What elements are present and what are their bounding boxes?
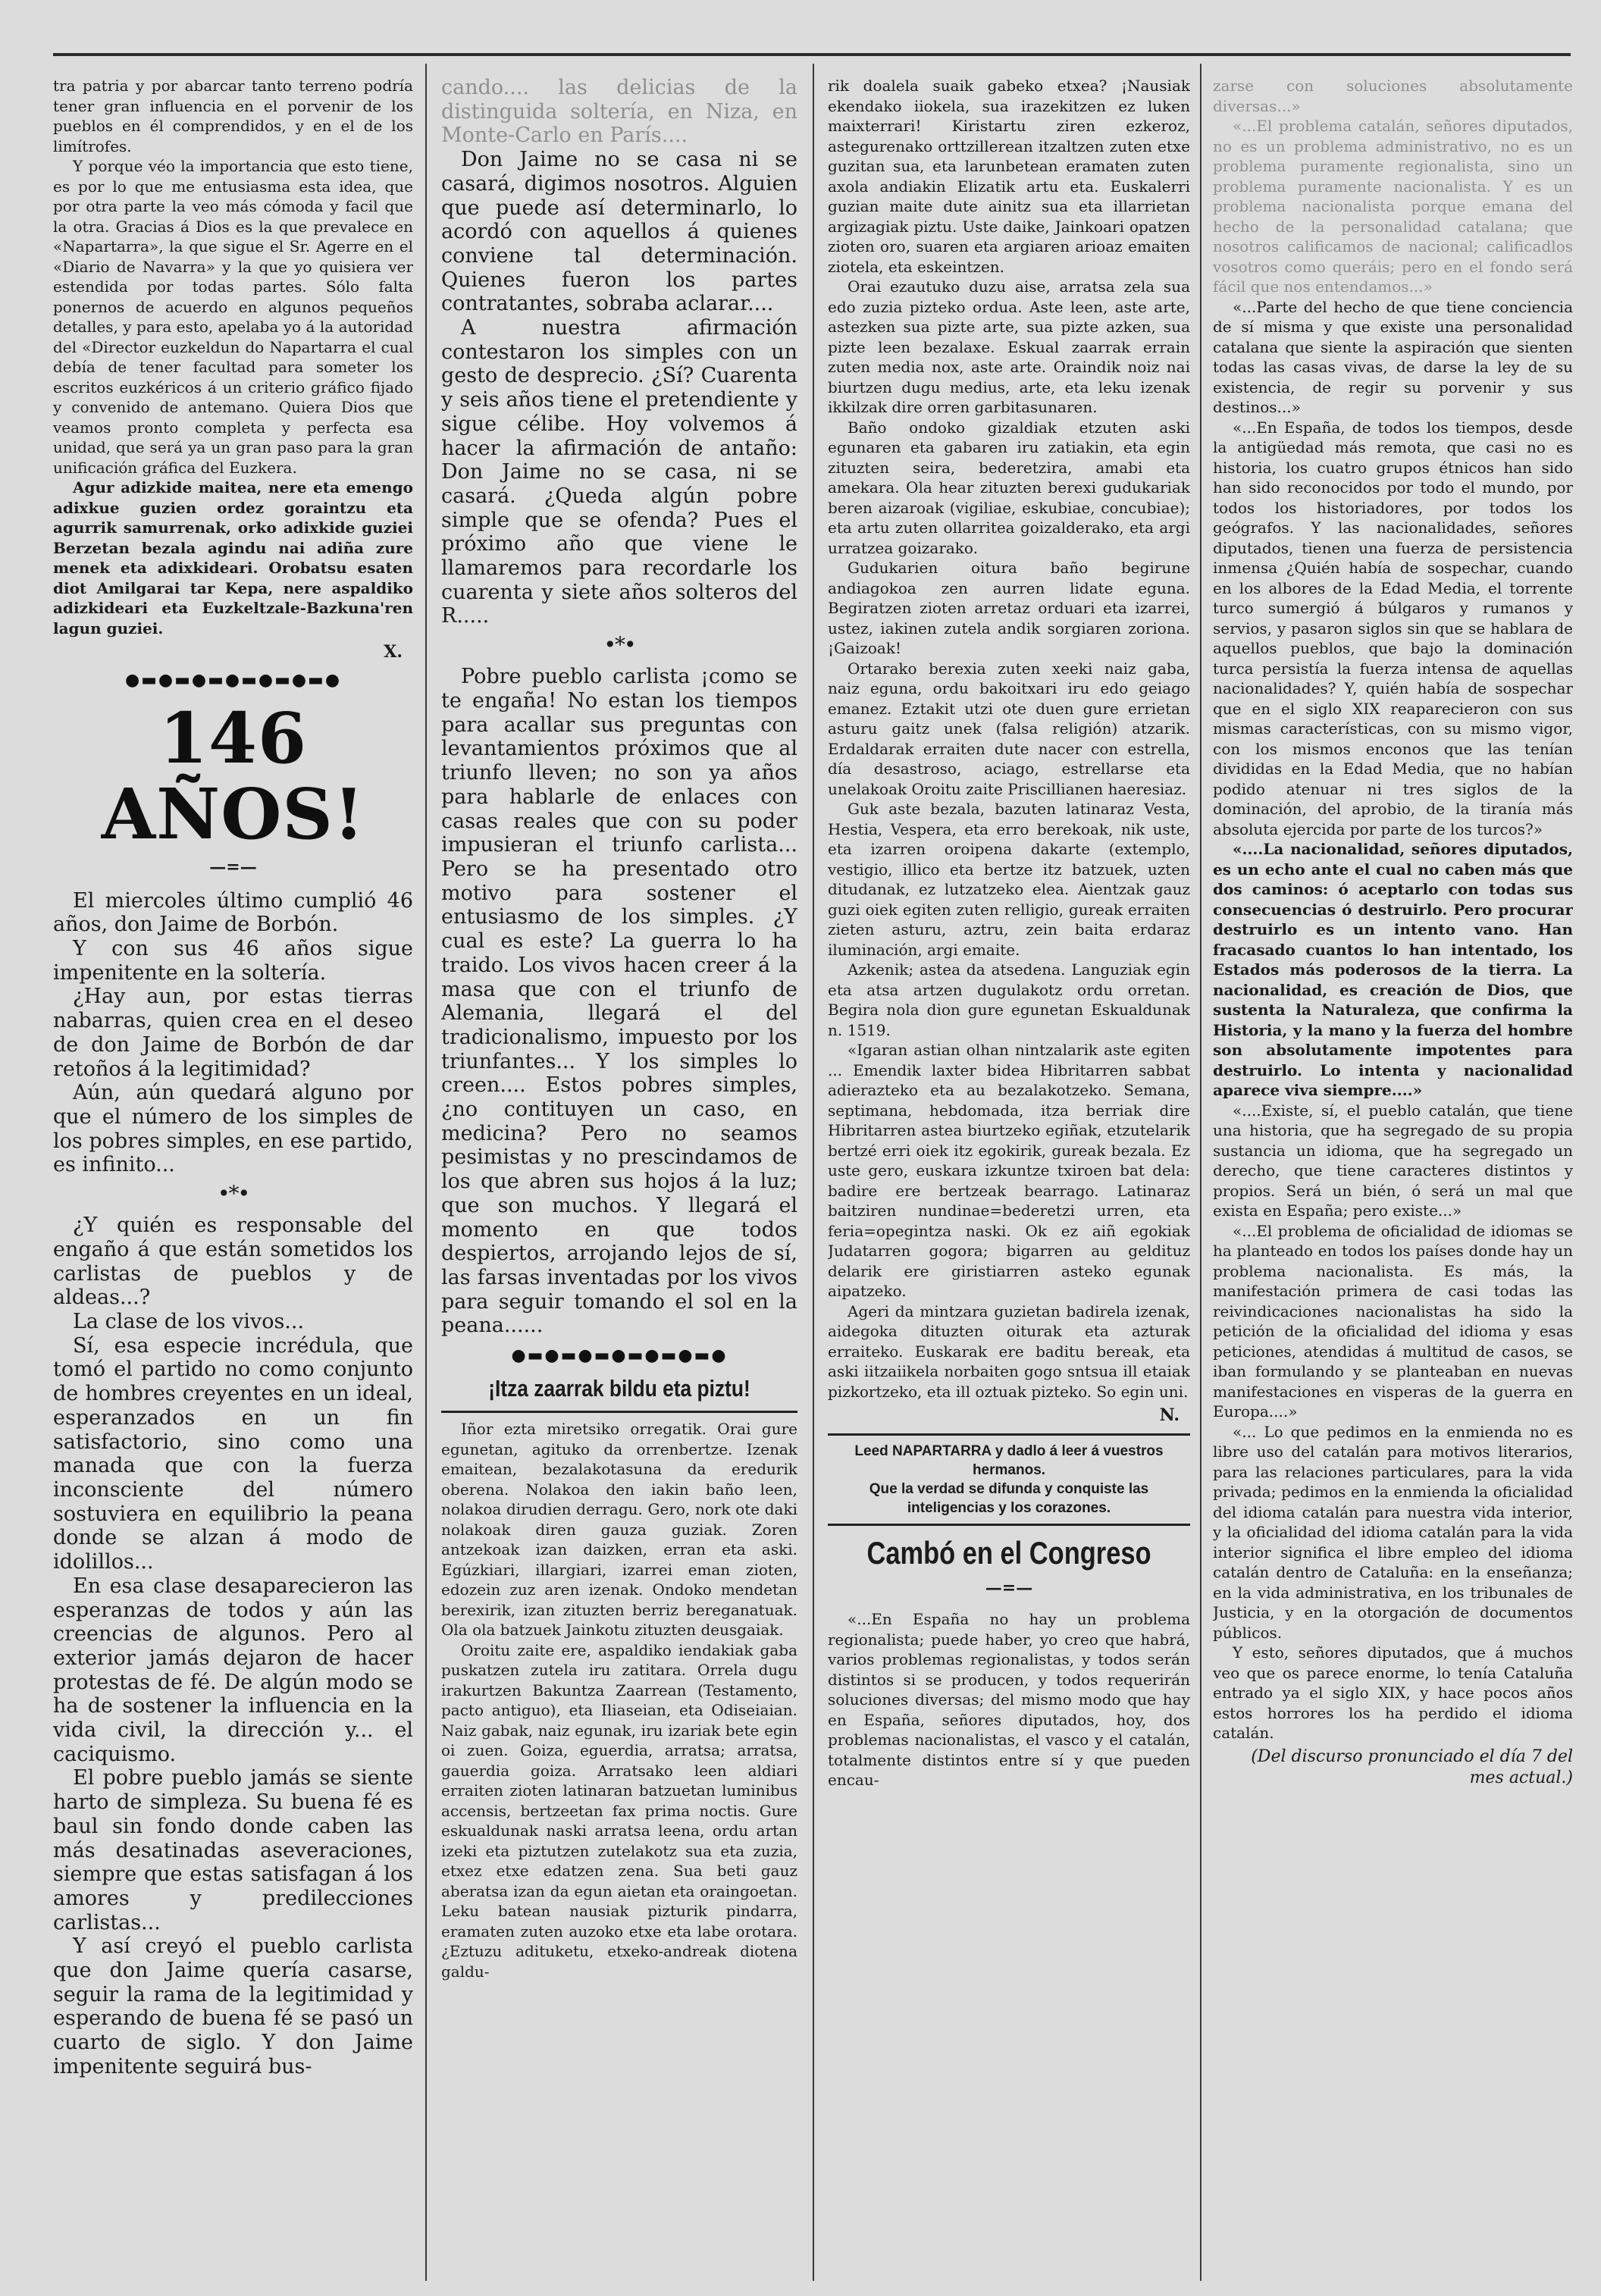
paragraph: tra patria y por abarcar tanto terreno podría tener gran influencia en el porvenir de los pueblos en él comprendidos, y en el de los limítrofes.	[53, 77, 413, 155]
column-divider	[425, 64, 427, 2281]
notice-line: Leed NAPARTARRA y dadlo á leer á vuestros hermanos.	[854, 1443, 1164, 1479]
paragraph: El pobre pueblo jamás se siente harto de simpleza. Su buena fé es baul sin fondo donde caben las más desatinadas aseveraciones, siempre que estas satisfagan á los amores y predilecciones carlistas...	[53, 1766, 413, 1934]
paragraph: Agur adizkide maitea, nere eta emengo adixkue guzien ordez goraintzu eta agurrik samurrenak, orko adixkide guziei Berzetan bezala agindu nai adiña zure menek eta adixkideari. Orobatsu esaten diot Amilgarai tar Kepa, nere aspaldiko adizkideari eta Euzkeltzale-Bazkuna'ren lagun guziei.	[53, 478, 413, 637]
paragraph: «...En España, de todos los tiempos, desde la antigüedad más remota, que casi no es historia, los cuatro grupos étnicos han sido han sido reconocidos por todo el mundo, por todos los historiadores, por todos los geógrafos. Y las nacionalidades, señores diputados, tienen una fuerza de persistencia inmensa ¿Quién había de sospechar, cuando en los albores de la Edad Media, el torrente turco sumergió á búlgaros y rumanos y servios, y pasaron siglos sin que se hablara de aquellos pueblos, que bajo la dominación turca persistía la fuerza intensa de aquellas nacionalidades? Y, quién había de sospechar que en el siglo XIX reaparecieron con sus mismas características, con su mismo vigor, con los mismos enconos que las tenían divididas en la Edad Media, que no habían podido atenuar ni tres siglos de la dominación, del aprobio, de la tiranía más absoluta ejercida por parte de los turcos?»	[1213, 418, 1573, 838]
paragraph: Oroitu zaite ere, aspaldiko iendakiak gaba puskatzen zutela iru zatitara. Orrela dugu irakurtzen Bakuntza Zaarrean (Testamento, pacto antiguo), eta Iliaseian, eta Odiseiaian. Naiz gabak, naiz egunak, iru izariak bete egin oi zuen. Goiza, eguerdia, arratsa; arratsa, gauerdia goiza. Arratsako leen aldiari erraiten zioten latinaran batzuetan luminibus accensis, bertzeetan fax prima noctis. Gure eskualdunak naski arratsa leena, ordu artan izeki eta piztutzen zutelakotz sua eta zuzia, etxez etxe edatzen zena. Sua beti gauz aberatsa izan da egun aietan eta oraingoetan. Leku batean nausiak pizturik pindarra, eramaten zuten auzoko etxe eta labe orotara. ¿Eztuzu adituketu, etxeko-andreak diotena galdu-	[441, 1640, 797, 1981]
paragraph: «...El problema catalán, señores diputados, no es un problema administrativo, no es un problema puramente regionalista, sino un problema puramente nacionalista. Y es un problema nacionalista porque emana del hecho de la personalidad catalana; que nosotros calificamos de nacional; calificadlos vosotros como queráis; pero en el fondo será fácil que nos entendamos...»	[1213, 117, 1573, 296]
paragraph: La clase de los vivos...	[73, 1310, 305, 1334]
notice-box	[828, 1433, 1190, 1526]
paragraph: «....Existe, sí, el pueblo catalán, que tiene una historia, que ha segregado de su propia sustancia un idioma, que ha segregado un derecho, que tiene caracteres distintos y propios. Será un bién, ó será un mal que exista en España; pero existe...»	[1213, 1101, 1573, 1220]
paragraph: Pobre pueblo carlista ¡como se te engaña! No estan los tiempos para acallar sus preguntas con levantamientos próximos que al triunfo lleven; no son ya años para hablarle de enlaces con casas reales que con su poder impusieran el triunfo carlista... Pero se ha presentado otro motivo para sostener el entusiasmo de los simples. ¿Y cual es este? La guerra lo ha traido. Los vivos hacen creer á la masa que con el triunfo de Alemania, llegará el del tradicionalismo, impuesto por los triunfantes... Y los simples lo creen.... Estos pobres simples, ¿no contituyen un caso, en medicina? Pero no seamos pesimistas y no prescindamos de los que abren sus hojos á la luz; que son muchos. Y llegará el momento en que todos despiertos, arrojando lejos de sí, las farsas inventadas por los vivos para seguir tomando el sol en la peana......	[441, 665, 797, 1338]
signature: X.	[384, 642, 403, 662]
column-4	[1213, 76, 1573, 2289]
title-dash: —=—	[985, 1578, 1033, 1599]
signature: N.	[1159, 1405, 1180, 1425]
paragraph: Ortarako berexia zuten xeeki naiz gaba, naiz eguna, ordu bakoitxari iru edo geiago emanez. Eztakit utzi ote duen gure errietan asturu gaitz unek (falsa religión) atzarik. Erdaldarak erraiten dute nacer con estrella, día desastroso, aciago, estrellarse eta unelakoak Oroitu zaite Priscillianen haeresiaz.	[828, 659, 1190, 798]
paragraph: A nuestra afirmación contestaron los simples con un gesto de desprecio. ¿Sí? Cuarenta y seis años tiene el pretendiente y sigue célibe. Hoy volvemos á hacer la afirmación de antaño: Don Jaime no se casa, ni se casará. ¿Queda algún pobre simple que se ofenda? Pues el próximo año que viene le llamaremos para recordarle los cuarenta y siete años solteros del R.....	[441, 316, 797, 628]
paragraph: Don Jaime no se casa ni se casará, digimos nosotros. Alguien que puede así determinarlo, lo acordó con aquellos á quienes conviene tal determinación. Quienes fueron los partes contratantes, sobraba aclarar....	[441, 148, 797, 316]
paragraph: En esa clase desaparecieron las esperanzas de todos y aún las creencias de algunos. Pero al exterior jamás dejaron de hacer protestas de fé. De algún modo se ha de sostener la influencia en la vida civil, la dirección y... el caciquismo.	[53, 1574, 413, 1766]
paragraph: Aún, aún quedará alguno por que el número de los simples de los pobres simples, en ese partido, es infinito...	[53, 1081, 413, 1177]
paragraph: «... Lo que pedimos en la enmienda no es libre uso del catalán para motivos literarios, para las relaciones particulares, para la vida privada; pedimos en la enmienda la oficialidad del idioma catalán para nuestra vida interior, y la oficialidad del idioma catalán para la vida interior significa el libre empleo del idioma catalán dentro de Cataluña: en la enseñanza; en la vida administrativa, en los tribunales de Justicia, y en la otorgación de documentos públicos.	[1213, 1422, 1573, 1642]
paragraph: Guk aste bezala, bazuten latinaraz Vesta, Hestia, Vespera, eta erro berekoak, nik uste, eta izarren oroipena dakarte (extemplo, vestigio, illico eta bertze itz batzuek, uzten ditudanak, ez lutzatzeko elea. Aientzak gauz guzi oiek egiten zuten relligio, gureak erraiten zieten asturu, aztru, zein baita erdaraz iluminación, argi emaite.	[828, 800, 1190, 959]
article-title: 146 AÑOS!	[101, 697, 365, 856]
asterism: •*•	[217, 1181, 249, 1207]
paragraph: «...Parte del hecho de que tiene conciencia de sí misma y que existe una personalidad catalana que siente la aspiración que sienten todas las casas vivas, de darse la ley de su existencia, de regir su porvenir y sus destinos...»	[1213, 297, 1573, 416]
citation: (Del discurso pronunciado el día 7 del mes actual.)	[1251, 1746, 1573, 1787]
paragraph: «....La nacionalidad, señores diputados, es un echo ante el cual no caben más que dos caminos: ó aceptarlo con todas sus consecuencias ó destruirlo. Pero procurar destruirlo es un intento vano. Han fracasado cuantos lo han intentado, los Estados más poderosos de la tierra. La nacionalidad, es creación de Dios, que sustenta la Naturaleza, que confirma la Historia, y la mano y la fuerza del hombre son absolutamente impotentes para destruirlo. Lo intenta y nacionalidad aparece viva siempre....»	[1213, 840, 1573, 1099]
ornament-divider: ●▬●▬●▬●▬●▬●▬●	[511, 1346, 728, 1366]
column-2	[441, 76, 797, 2289]
asterism: •*•	[603, 632, 635, 658]
paragraph: Orai ezautuko duzu aise, arratsa zela sua edo zuzia pizteko ordua. Aste leen, aste arte, astezken sua pizte arte, sua pizte azken, sua pizte leen bezalaxe. Eskual zaarrak errain zuten media nox, aste arte. Oraindik noiz nai biurtzen dugu medius, arte, eta leku izenak ikkilzak dire orren garbitasunaren.	[828, 277, 1190, 416]
column-divider	[813, 64, 814, 2281]
paragraph: Iñor ezta miretsiko orregatik. Orai gure egunetan, agituko da orrenbertze. Izenak emaitean, bezalakotasuna da eredurik oberena. Nolakoa den iakin baño leen, nolakoa dirudien derragu. Gero, nork ote daki nolakoak diren gauza guziak. Zoren antzekoak izan daizken, erran eta aski. Egúzkiari, illargiari, izarrei eman zioten, edozein zuz aren izenak. Ondoko mendetan berexirik, izan zituzten berriz bereganatuak. Ola ola batzuek Jainkotu zituzten deusgaiak.	[441, 1420, 797, 1640]
paragraph: Y así creyó el pueblo carlista que don Jaime quería casarse, seguir la rama de la legitimidad y esperando de buena fé se pasó un cuarto de siglo. Y don Jaime impenitente seguirá bus-	[53, 1934, 413, 2078]
paragraph: «...El problema de oficialidad de idiomas se ha planteado en todos los países donde hay un problema nacionalista. Es más, la manifestación primera de casi todas las reivindicaciones nacionalistas ha sido la petición de la oficialidad del idioma y esas peticiones, atendidas á multitud de casos, se iban formulando y se planteaban en nuevas manifestaciones en visperas de la guerra en Europa....»	[1213, 1221, 1573, 1421]
paragraph: Y con sus 46 años sigue impenitente en la soltería.	[53, 937, 413, 985]
article-title: Cambó en el Congreso	[866, 1535, 1151, 1571]
column-3	[828, 76, 1190, 2289]
paragraph: ¿Y quién es responsable del engaño á que están sometidos los carlistas de pueblos y de aldeas...?	[53, 1214, 413, 1310]
column-divider	[1200, 64, 1202, 2281]
notice-line: Que la verdad se difunda y conquiste las inteligencias y los corazones.	[869, 1481, 1149, 1517]
paragraph: «...En España no hay un problema regionalista; puede haber, yo creo que habrá, varios problemas regionalistas, y todos serán distintos si se producen, y todos requerirán soluciones diversas; del mismo modo que hay en España, señores diputados, hoy, dos problemas nacionalistas, el vasco y el catalán, totalmente distintos entre sí y que pueden encau-	[828, 1610, 1190, 1790]
top-rule	[53, 53, 1571, 56]
paragraph: ¿Hay aun, por estas tierras nabarras, quien crea en el deseo de don Jaime de Borbón de dar retoños á la legitimidad?	[53, 985, 413, 1081]
column-1	[53, 76, 413, 2289]
paragraph: Y porque véo la importancia que esto tiene, es por lo que me entusiasma esta idea, que por otra parte la veo más cómoda y facil que la otra. Gracias á Dios es la que prevalece en «Napartarra», la que sigue el Sr. Agerre en el «Diario de Navarra» y la que yo quisiera ver estendida por todas partes. Sólo falta ponernos de acuerdo en algunos pequeños detalles, y para esto, apelaba yo á la autoridad del «Director euzkeldun do Napartarra el cual debía de tener facultad para someter los escritos euzkéricos á un criterio gráfico fijado y convenido de antemano. Quiera Dios que veamos pronto completa y perfecta esa unidad, que será ya un gran paso para la gran unificación gráfica del Euzkera.	[53, 157, 413, 477]
paragraph: rik doalela suaik gabeko etxea? ¡Nausiak ekendako iiokela, sua irazekitzen ez luken maixterrari! Kiristartu ziren ezkeroz, astegurenako orttzillerean itzaltzen zuten etxe guzitan sua, eta larunbetean eramaten zuten axola andiakin Elizatik artu eta. Euskalerri guzian maite dute ainitz sua eta illarrietan argizagiak piztu. Uste daike, Jainkoari opatzen zioten oro, suaren eta argiaren arioaz emaiten ziotela, eta eskeintzen.	[828, 77, 1190, 276]
paragraph: «Igaran astian olhan nintzalarik aste egiten ... Emendik laxter bidea Hibritarren sabbat adierazteko eta au bezalakotzeko. Semana, septimana, hebdomada, itza berriak dire Hibritarren astea biurtzeko egiñak, etzutelarik bertzé erri oiek itz egokirik, gureak bezala. Ez uste gero, euskara izkuntze txiroen bat dela: badire ere bertzeak bearrago. Latinaraz baitziren nundinae=bederetzi urren, eta feria=opegintza naski. Ok ez aiñ egokiak Judatarren gogora; bigarren au geldituz delarik ere giristiarren asteko egunak aipatzeko.	[828, 1041, 1190, 1300]
paragraph: Baño ondoko gizaldiak etzuten aski egunaren eta gabaren iru zatiakin, eta egin zituzten seira, bederetzira, amabi eta amekara. Ola hear zituzten berexi gudukariak beren aizaroak (vigiliae, eskubiae, concubiae); eta artu zuten ollarritea goizalderako, eta argi urratzea goizarako.	[828, 418, 1190, 557]
ornament-divider: ●▬●▬●▬●▬●▬●▬●	[124, 671, 342, 691]
article-title: ¡Itza zaarrak bildu eta piztu!	[488, 1375, 750, 1402]
rule	[441, 1411, 797, 1413]
paragraph: zarse con soluciones absolutamente diversas...»	[1213, 77, 1573, 115]
paragraph: Azkenik; astea da atsedena. Languziak egin eta atsa artzen dugulakotz ordu orretan. Begira nola dion gure egunetan Eskualdunak n. 1519.	[828, 960, 1190, 1039]
paragraph: Gudukarien oitura baño begirune andiagokoa zen aurren lidate eguna. Begiratzen zioten arretaz orduari eta izarrei, ustez, iakinen zutela andik sorgiaren zoriona. ¡Gaizoak!	[828, 559, 1190, 657]
paragraph: Sí, esa especie incrédula, que tomó el partido no como conjunto de hombres creyentes en un ideal, esperanzados en un fin satisfactorio, sino como una manada que con la fuerza inconsciente del número sostuviera en equilibrio la peana donde se alzan á modo de idolillos...	[53, 1333, 413, 1574]
paragraph: Y esto, señores diputados, que á muchos veo que os parece enorme, lo tenía Cataluña entrado ya el siglo XIX, y hace pocos años estos horrores los ha perdido el idioma catalán.	[1213, 1643, 1573, 1742]
paragraph: cando.... las delicias de la distinguida soltería, en Niza, en Monte-Carlo en París....	[441, 76, 797, 148]
title-dash: —=—	[209, 857, 257, 878]
paragraph: El miercoles último cumplió 46 años, don Jaime de Borbón.	[53, 888, 413, 937]
paragraph: Ageri da mintzara guzietan badirela izenak, aidegoka dituzten oiturak eta azturak erraiteko. Euskarak ere baditu bereak, eta aski iitzaiikela norbaiten gogo sntsua ill etaiak pizkortzeko, eta ill oztuak pizteko. So egin uni.	[828, 1301, 1190, 1401]
